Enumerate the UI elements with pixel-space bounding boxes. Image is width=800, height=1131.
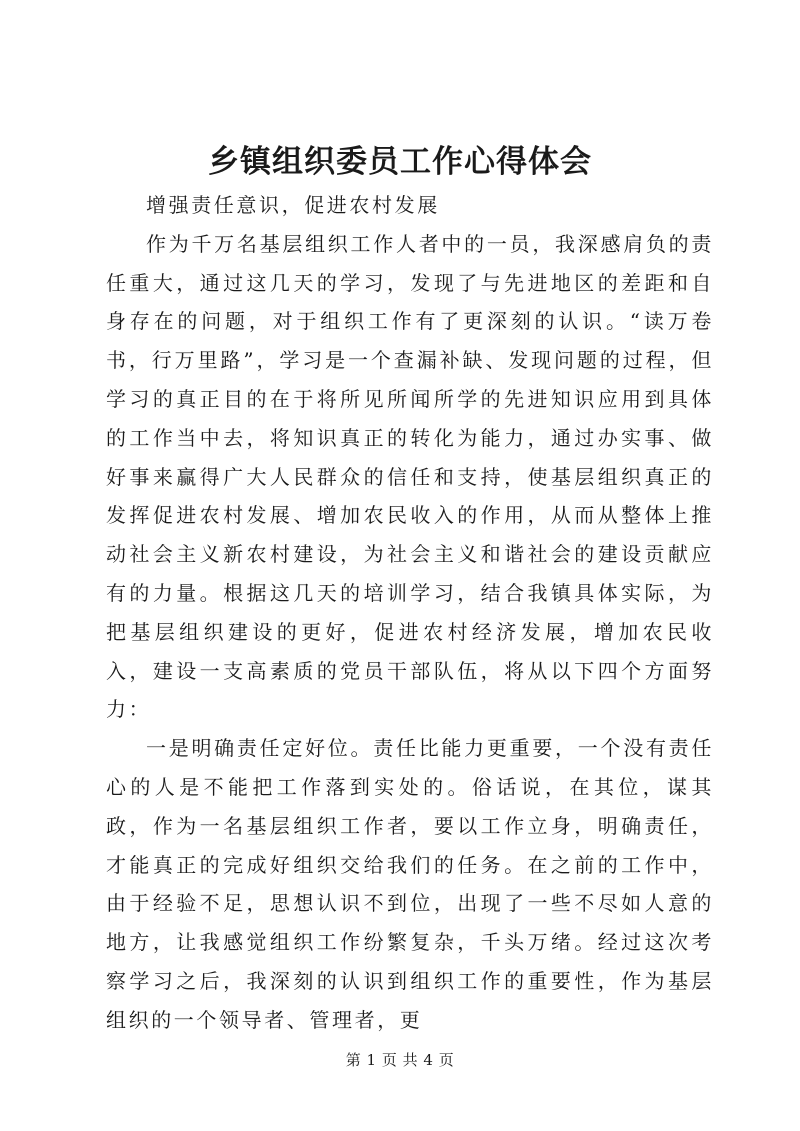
paragraph-point-one: 一是明确责任定好位。责任比能力更重要，一个没有责任心的人是不能把工作落到实处的。俗话说，在其位，谋其政，作为一名基层组织工作者，要以工作立身，明确责任，才能真正的完成好组织交给我们的任务。在之前的工作中，由于经验不足，思想认识不到位，出现了一些不尽如人意的地方，让我感觉组织工作纷繁复杂，千头万绪。经过这次考察学习之后，我深刻的认识到组织工作的重要性，作为基层组织的一个领导者、管理者，更 bbox=[106, 736, 714, 1032]
paragraph-intro: 作为千万名基层组织工作人者中的一员，我深感肩负的责任重大，通过这几天的学习，发现了与先进地区的差距和自身存在的问题，对于组织工作有了更深刻的认识。“读万卷书，行万里路”，学习是一个查漏补缺、发现问题的过程，但学习的真正目的在于将所见所闻所学的先进知识应用到具体的工作当中去，将知识真正的转化为能力，通过办实事、做好事来赢得广大人民群众的信任和支持，使基层组织真正的发挥促进农村发展、增加农民收入的作用，从而从整体上推动社会主义新农村建设，为社会主义和谐社会的建设贡献应有的力量。根据这几天的培训学习，结合我镇具体实际，为把基层组织建设的更好，促进农村经济发展，增加农民收入，建设一支高素质的党员干部队伍，将从以下四个方面努力： bbox=[106, 231, 714, 722]
document-body bbox=[106, 186, 714, 1040]
document-title: 乡镇组织委员工作心得体会 bbox=[208, 144, 592, 180]
paragraph-subtitle: 增强责任意识，促进农村发展 bbox=[146, 193, 440, 217]
page-number-footer: 第 1 页 共 4 页 bbox=[345, 1051, 455, 1069]
